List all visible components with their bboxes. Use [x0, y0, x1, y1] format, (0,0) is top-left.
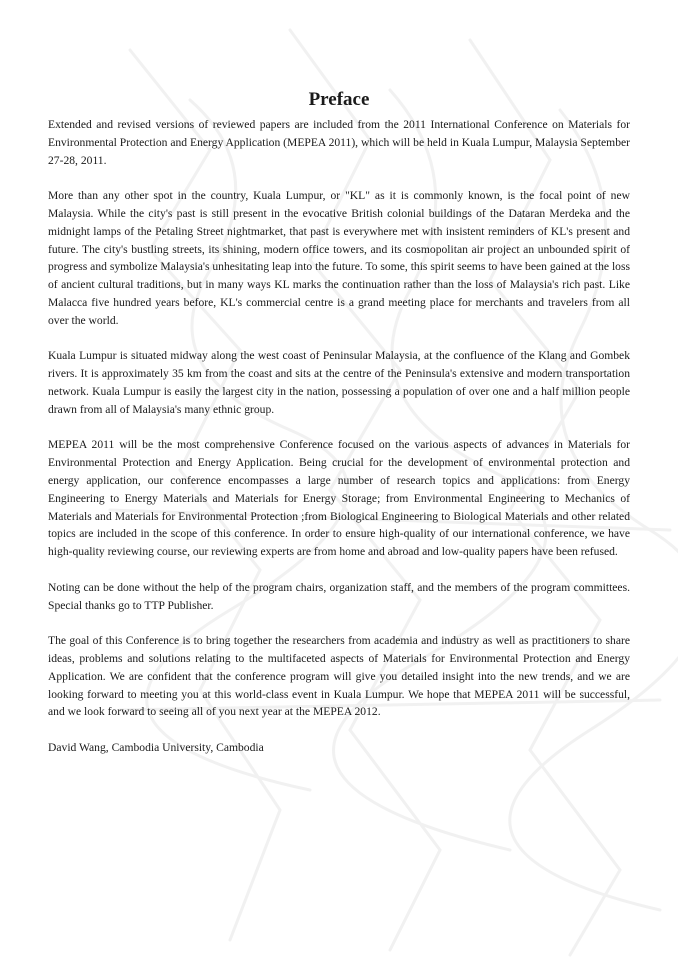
paragraph-kuala-lumpur-location: Kuala Lumpur is situated midway along the west coast of Peninsular Malaysia, at the confluence of the Klang and Gombek rivers. It is approximately 35 km from the coast and sits at the centre of the Peninsula's extensive and modern transportation network. Kuala Lumpur is easily the largest city in the nation, possessing a population of over one and a half million people drawn from all of Malaysia's many ethnic group. — [48, 349, 630, 416]
paragraph-acknowledgements: Noting can be done without the help of the program chairs, organization staff, and the members of the program committees. Special thanks go to TTP Publisher. — [48, 580, 630, 612]
signature: David Wang, Cambodia University, Cambodia — [48, 740, 264, 754]
preface-page — [48, 88, 630, 757]
paragraph-conference-scope: MEPEA 2011 will be the most comprehensive Conference focused on the various aspects of advances in Materials for Environmental Protection and Energy Application. Being crucial for the development of environmental protection and energy application, our conference encompasses a large number of research topics and applications: from Energy Engineering to Energy Materials and Materials for Energy Storage; from Environmental Engineering to Mechanics of Materials and Materials for Environmental Protection ;from Biological Engineering to Biological Materials and other related topics are included in the scope of this conference. In order to ensure high-quality of our international conference, we have high-quality reviewing course, our reviewing experts are from home and abroad and low-quality papers have been refused. — [48, 438, 630, 559]
paragraph-conference-intro: Extended and revised versions of reviewed papers are included from the 2011 International Conference on Materials for Environmental Protection and Energy Application (MEPEA 2011), which will be held in Kuala Lumpur, Malaysia September 27-28, 2011. — [48, 118, 631, 167]
paragraph-conference-goal: The goal of this Conference is to bring together the researchers from academia and industry as well as practitioners to share ideas, problems and solutions relating to the multifaceted aspects of Materials for Environmental Protection and Energy Application. We are confident that the conference program will give you detailed insight into the new trends, and we are looking forward to meeting you at this world-class event in Kuala Lumpur. We hope that MEPEA 2011 will be successful, and we look forward to seeing all of you next year at the MEPEA 2012. — [48, 634, 630, 719]
paragraph-kuala-lumpur-overview: More than any other spot in the country, Kuala Lumpur, or "KL" as it is commonly known, is the focal point of new Malaysia. While the city's past is still present in the evocative British colonial buildings of the Dataran Merdeka and the midnight lamps of the Petaling Street nightmarket, that past is everywhere met with insistent reminders of KL's present and future. The city's bustling streets, its shining, modern office towers, and its cosmopolitan air project an unbounded spirit of progress and symbolize Malaysia's unhesitating leap into the future. To some, this spirit seems to have been gained at the loss of ancient cultural traditions, but in many ways KL marks the continuation rather than the loss of Malaysia's rich past. Like Malacca five hundred years before, KL's commercial centre is a grand meeting place for merchants and travelers from all over the world. — [48, 189, 630, 327]
page-title: Preface — [308, 89, 370, 110]
